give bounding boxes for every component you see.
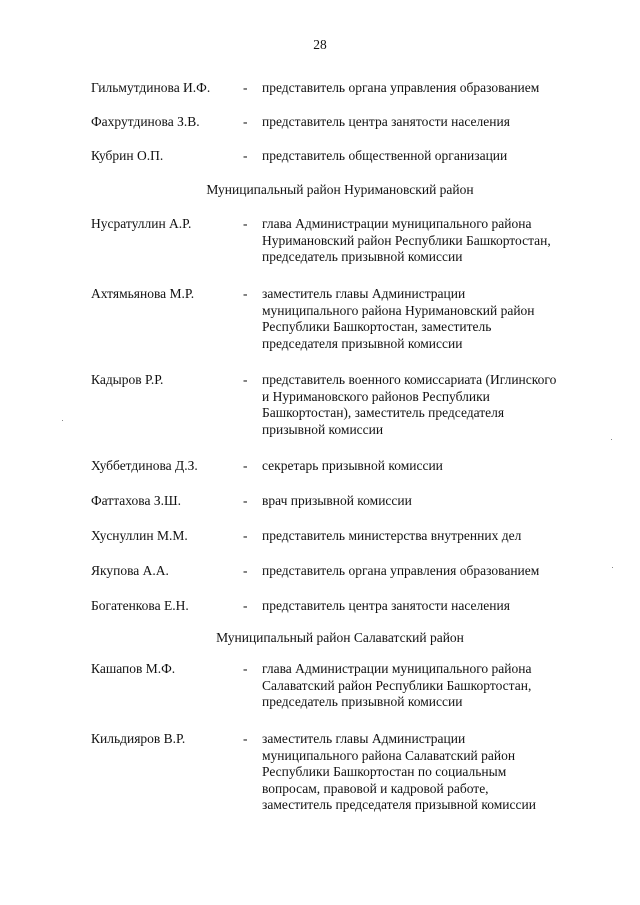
member-name: Кашапов М.Ф.: [91, 661, 176, 676]
dash-separator: -: [243, 458, 248, 473]
dash-separator: -: [243, 80, 248, 95]
member-role: секретарь призывной комиссии: [262, 458, 443, 473]
member-name: Кадыров Р.Р.: [91, 372, 164, 387]
member-role: заместитель главы Администрации муниципального района Нуримановский район Республики Башкортостан, заместитель председателя призывной комиссии: [262, 286, 535, 351]
scan-speck: [611, 439, 612, 440]
page-number: 28: [313, 37, 327, 52]
member-role: врач призывной комиссии: [262, 493, 412, 508]
member-role: представитель военного комиссариата (Иглинского и Нуримановского районов Республики Башкортостан), заместитель председателя призывной комиссии: [262, 372, 557, 437]
dash-separator: -: [243, 528, 248, 543]
member-role: глава Администрации муниципального района Салаватский район Республики Башкортостан, председатель призывной комиссии: [262, 661, 532, 709]
member-role: представитель министерства внутренних дел: [262, 528, 522, 543]
dash-separator: -: [243, 731, 248, 746]
member-name: Якупова А.А.: [91, 563, 169, 578]
member-name: Фахрутдинова З.В.: [91, 114, 200, 129]
section-heading-nurimanov: Муниципальный район Нуримановский район: [206, 182, 474, 197]
member-role: представитель общественной организации: [262, 148, 508, 163]
dash-separator: -: [243, 563, 248, 578]
member-name: Ахтямьянова М.Р.: [91, 286, 195, 301]
member-name: Кубрин О.П.: [91, 148, 164, 163]
dash-separator: -: [243, 372, 248, 387]
member-name: Фаттахова З.Ш.: [91, 493, 181, 508]
member-name: Богатенкова Е.Н.: [91, 598, 189, 613]
member-role: представитель центра занятости населения: [262, 598, 510, 613]
dash-separator: -: [243, 114, 248, 129]
member-name: Нусратуллин А.Р.: [91, 216, 192, 231]
member-role: глава Администрации муниципального района Нуримановский район Республики Башкортостан, председатель призывной комиссии: [262, 216, 551, 264]
member-name: Кильдияров В.Р.: [91, 731, 186, 746]
dash-separator: -: [243, 216, 248, 231]
member-name: Хуббетдинова Д.З.: [91, 458, 198, 473]
scan-speck: [62, 420, 63, 421]
member-role: представитель центра занятости населения: [262, 114, 510, 129]
member-role: представитель органа управления образованием: [262, 563, 540, 578]
dash-separator: -: [243, 286, 248, 301]
dash-separator: -: [243, 148, 248, 163]
member-role: представитель органа управления образованием: [262, 80, 540, 95]
dash-separator: -: [243, 661, 248, 676]
dash-separator: -: [243, 598, 248, 613]
dash-separator: -: [243, 493, 248, 508]
member-name: Гильмутдинова И.Ф.: [91, 80, 211, 95]
member-name: Хуснуллин М.М.: [91, 528, 188, 543]
scan-speck: [612, 567, 613, 568]
member-role: заместитель главы Администрации муниципального района Салаватский район Республики Башкортостан по социальным вопросам, правовой и кадровой работе, заместитель председателя призывной комиссии: [262, 731, 536, 812]
section-heading-salavat: Муниципальный район Салаватский район: [216, 630, 464, 645]
